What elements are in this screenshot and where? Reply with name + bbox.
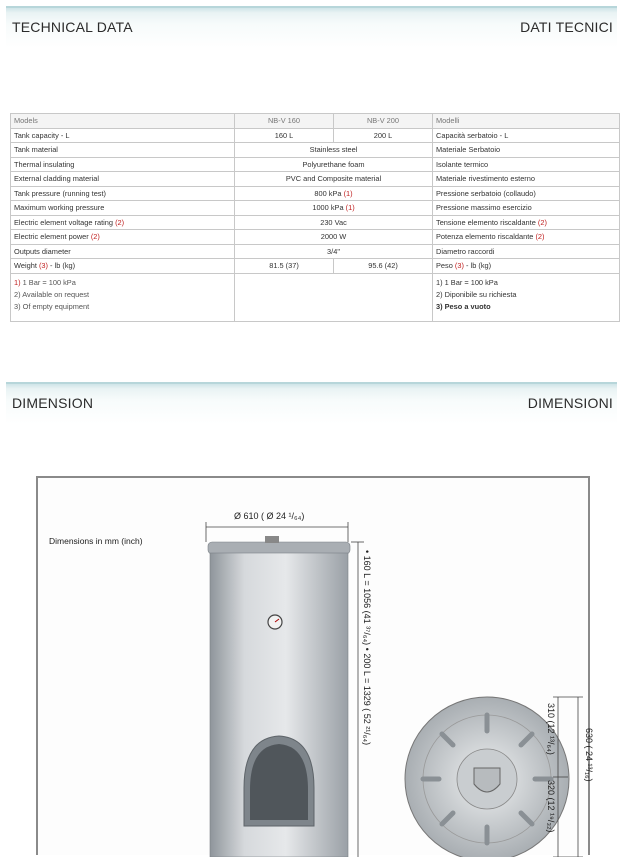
- technical-data-table: [10, 113, 620, 322]
- row-value: [235, 201, 433, 216]
- notes-row: [11, 273, 620, 321]
- note-1: [436, 277, 616, 289]
- row-label-it: [433, 259, 620, 274]
- row-value: 230 Vac: [235, 215, 433, 230]
- note-text: 3) Peso a vuoto: [436, 301, 491, 311]
- row-value: PVC and Composite material: [235, 172, 433, 187]
- label-text: Electric element power: [14, 232, 89, 242]
- footnote-ref: (2): [535, 232, 545, 242]
- row-label-en: [11, 230, 235, 245]
- table-row: [11, 157, 620, 172]
- row-label-en: External cladding material: [11, 172, 235, 187]
- header-models: Models: [11, 114, 235, 129]
- table-header-row: [11, 114, 620, 129]
- table-row: [11, 201, 620, 216]
- note-text: 2) Available on request: [14, 289, 90, 299]
- row-value: Stainless steel: [235, 143, 433, 158]
- row-label-it: [433, 230, 620, 245]
- row-value: 3/4": [235, 244, 433, 259]
- row-label-it: Materiale rivestimento esterno: [433, 172, 620, 187]
- table-row: [11, 244, 620, 259]
- footnote-ref: (2): [115, 217, 125, 227]
- note-2: [436, 289, 616, 301]
- header-nbv160: NB-V 160: [235, 114, 334, 129]
- tank-top-view: [405, 697, 569, 857]
- header-modelli: Modelli: [433, 114, 620, 129]
- total-dimension-label: 630 ( 24 ¹³/₁₆): [584, 728, 594, 782]
- row-label-en: Thermal insulating: [11, 157, 235, 172]
- row-label-it: [433, 215, 620, 230]
- row-value-200: 95.6 (42): [334, 259, 433, 274]
- value-text: 800 kPa: [314, 188, 342, 198]
- table-row: [11, 230, 620, 245]
- notes-it: [433, 273, 620, 321]
- row-value-160: 81.5 (37): [235, 259, 334, 274]
- note-3: [436, 301, 616, 313]
- table-row: [11, 186, 620, 201]
- footnote-ref: (3): [38, 261, 48, 271]
- row-label-it: Pressione serbatoio (collaudo): [433, 186, 620, 201]
- row-label-it: Isolante termico: [433, 157, 620, 172]
- dimension-header: [6, 382, 617, 424]
- note-text: 1 Bar = 100 kPa: [22, 277, 76, 287]
- label-text: Electric element voltage rating: [14, 217, 114, 227]
- note-2: [14, 289, 231, 301]
- label-text: Potenza elemento riscaldante: [436, 232, 534, 242]
- height-label: • 160 L = 1056 (41 ³⁷/₆₄) • 200 L = 1329 ( 52 ²¹/₆₄): [362, 550, 372, 746]
- footnote-ref: (3): [454, 261, 464, 271]
- bottom-dimension-label: 320 (12 ¹⁹/₃₂): [546, 780, 556, 833]
- label-text: Peso: [436, 261, 453, 271]
- section-title-it: DIMENSIONI: [527, 395, 613, 411]
- row-value: 2000 W: [235, 230, 433, 245]
- tank-front-view: [208, 536, 350, 857]
- row-label-it: Materiale Serbatoio: [433, 143, 620, 158]
- row-value-160: 160 L: [235, 128, 334, 143]
- note-1: 1) 1 Bar = 100 kPa: [14, 277, 76, 287]
- note-text: 1) 1 Bar = 100 kPa: [436, 277, 498, 287]
- row-label-it: Capacità serbatoio - L: [433, 128, 620, 143]
- row-label-en: Tank capacity - L: [11, 128, 235, 143]
- note-text: 2) Diponibile su richiesta: [436, 289, 517, 299]
- row-label-en: [11, 259, 235, 274]
- section-title-it: DATI TECNICI: [520, 19, 613, 35]
- technical-data-header: [6, 6, 617, 48]
- row-label-en: Tank material: [11, 143, 235, 158]
- label-suffix: - lb (kg): [50, 261, 76, 271]
- row-label-it: Pressione massimo esercizio: [433, 201, 620, 216]
- top-dimension-label: 310 (12 ¹³/₆₄): [546, 703, 556, 755]
- row-label-en: Maximum working pressure: [11, 201, 235, 216]
- table-row: [11, 259, 620, 274]
- row-label-en: [11, 215, 235, 230]
- note-3: [14, 301, 231, 313]
- row-label-en: Tank pressure (running test): [11, 186, 235, 201]
- dimension-drawing: [36, 476, 594, 855]
- row-label-en: Outputs diameter: [11, 244, 235, 259]
- row-value-200: 200 L: [334, 128, 433, 143]
- table-row: [11, 172, 620, 187]
- label-text: Tensione elemento riscaldante: [436, 217, 536, 227]
- value-text: 1000 kPa: [312, 203, 344, 213]
- header-nbv200: NB-V 200: [334, 114, 433, 129]
- footnote-ref: (2): [90, 232, 100, 242]
- dimensions-caption: Dimensions in mm (inch): [49, 536, 143, 546]
- drawing-svg: [38, 478, 588, 857]
- row-value: Polyurethane foam: [235, 157, 433, 172]
- notes-en: [11, 273, 235, 321]
- footnote-ref: (2): [537, 217, 547, 227]
- row-value: [235, 186, 433, 201]
- note-text: 3) Of empty equipment: [14, 301, 90, 311]
- shield-icon: [474, 768, 500, 792]
- table-row: [11, 128, 620, 143]
- section-title-en: DIMENSION: [12, 395, 94, 411]
- table-row: [11, 215, 620, 230]
- right-dimensions: [553, 697, 583, 857]
- label-suffix: - lb (kg): [466, 261, 492, 271]
- footnote-ref: (1): [343, 188, 353, 198]
- notes-blank: [235, 273, 433, 321]
- section-title-en: TECHNICAL DATA: [12, 19, 133, 35]
- row-label-it: Diametro raccordi: [433, 244, 620, 259]
- footnote-ref: (1): [345, 203, 355, 213]
- label-text: Weight: [14, 261, 37, 271]
- table-row: [11, 143, 620, 158]
- diameter-label: Ø 610 ( Ø 24 ¹/₆₄): [234, 511, 305, 521]
